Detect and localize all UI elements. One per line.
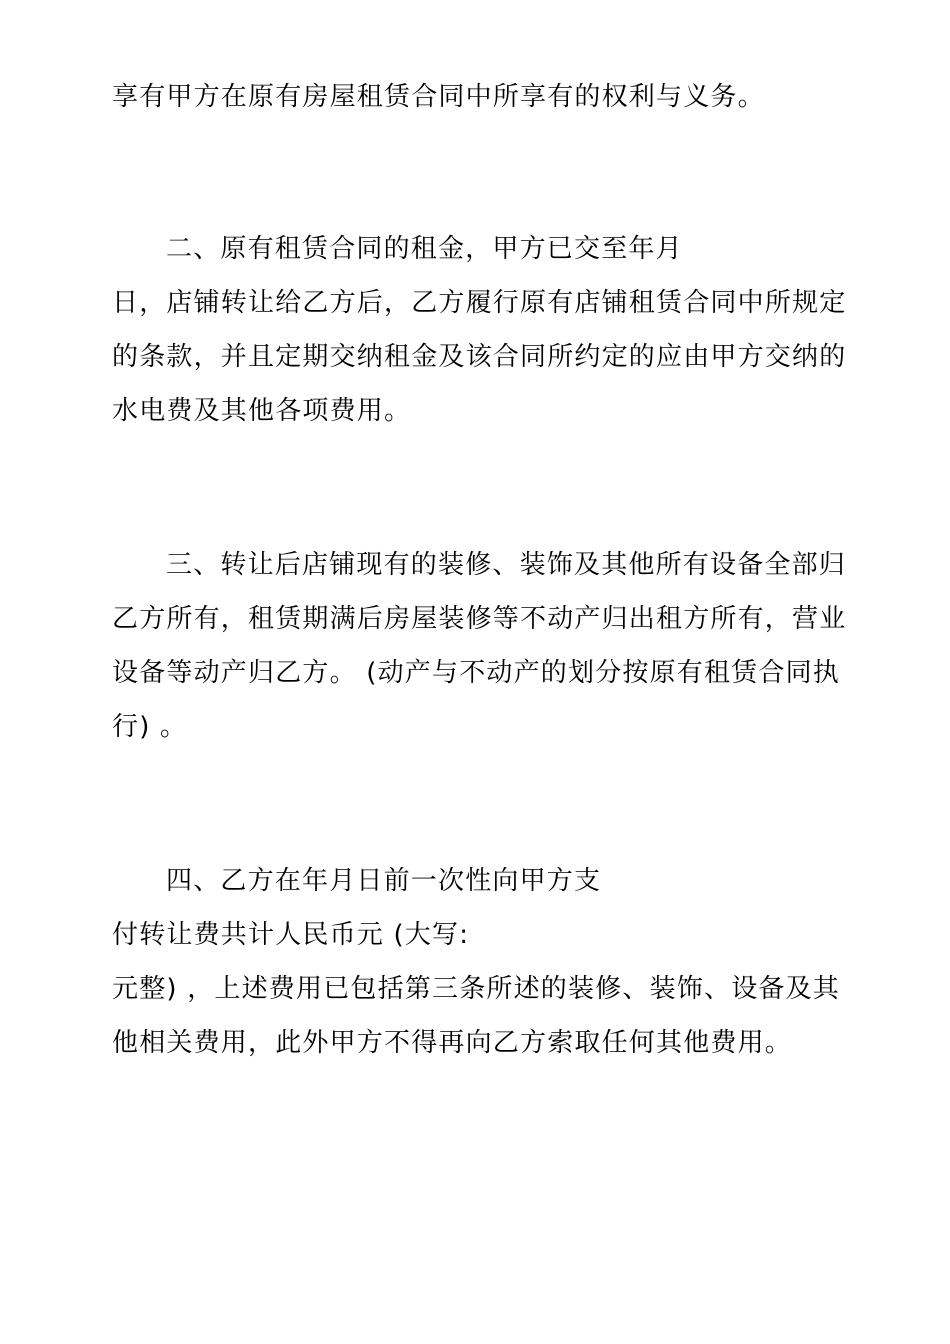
paragraph-4-line-4: 他相关费用，此外甲方不得再向乙方索取任何其他费用。 — [112, 1028, 793, 1058]
paragraph-1-line-1: 享有甲方在原有房屋租赁合同中所享有的权利与义务。 — [112, 82, 765, 112]
paragraph-3-line-4: 行) 。 — [112, 712, 188, 742]
paragraph-2-line-1: 二、原有租赁合同的租金，甲方已交至年月 — [166, 234, 683, 264]
paragraph-3-line-2: 乙方所有，租赁期满后房屋装修等不动产归出租方所有，营业 — [112, 604, 847, 634]
paragraph-4-line-1: 四、乙方在年月日前一次性向甲方支 — [166, 866, 602, 896]
paragraph-2-line-3: 的条款，并且定期交纳租金及该合同所约定的应由甲方交纳的 — [112, 342, 847, 372]
paragraph-3-line-1: 三、转让后店铺现有的装修、装饰及其他所有设备全部归 — [166, 550, 847, 580]
paragraph-3-line-3: 设备等动产归乙方。 (动产与不动产的划分按原有租赁合同执 — [112, 658, 841, 688]
paragraph-2-line-4: 水电费及其他各项费用。 — [112, 396, 412, 426]
paragraph-4-line-2: 付转让费共计人民币元 (大写: — [112, 920, 470, 950]
paragraph-4-line-3: 元整) ，上述费用已包括第三条所述的装修、装饰、设备及其 — [112, 974, 841, 1004]
paragraph-2-line-2: 日，店铺转让给乙方后，乙方履行原有店铺租赁合同中所规定 — [112, 288, 847, 318]
